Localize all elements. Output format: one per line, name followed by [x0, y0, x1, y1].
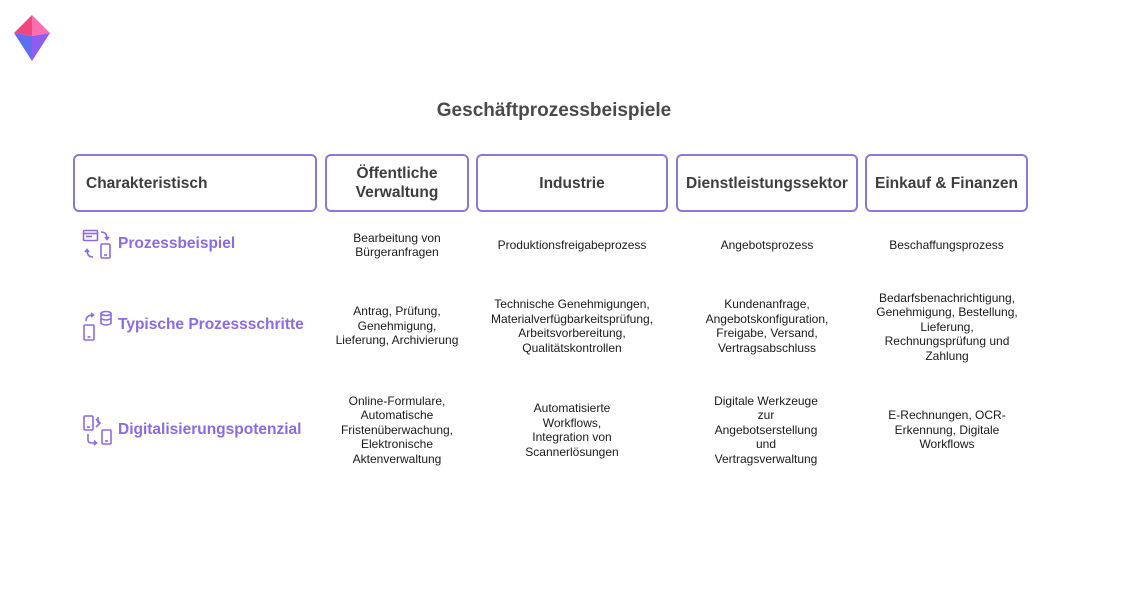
- page-title: Geschäftprozessbeispiele: [436, 100, 672, 121]
- row-label-prozessbeispiel: [82, 228, 235, 260]
- header-dienstleistungssektor: Dienstleistungssektor: [676, 154, 858, 212]
- cell-r1-einkauf: [865, 230, 1028, 260]
- cell-r3-dienstleistung: [706, 394, 826, 466]
- diamond-logo-icon: [13, 14, 51, 62]
- header-industrie: Industrie: [476, 154, 668, 212]
- cell-text: Angebotsprozess: [720, 237, 814, 252]
- cell-r2-einkauf: [872, 290, 1022, 364]
- cell-r2-dienstleistung: [698, 296, 836, 356]
- cell-text: Automatisierte Workflows, Integration von Scannerlösungen: [525, 401, 619, 459]
- cell-text: Digitale Werkzeuge zur Angebotserstellung und Vertragsverwaltung: [714, 393, 818, 466]
- cell-r1-industrie: [476, 230, 668, 260]
- cell-r3-industrie: [514, 400, 630, 460]
- cell-text: Bearbeitung von Bürgeranfragen: [353, 230, 441, 259]
- cell-text: Kundenanfrage, Angebotskonfiguration, Freigabe, Versand, Vertragsabschluss: [705, 297, 829, 355]
- header-einkauf-finanzen: [865, 154, 1028, 212]
- row-label-digitalisierung: [82, 414, 301, 446]
- cell-r3-verwaltung: [330, 394, 464, 466]
- workflow-screens-icon: [82, 228, 114, 260]
- cell-r3-einkauf: [885, 408, 1009, 452]
- row-label-prozessschritte: [82, 309, 304, 341]
- device-sync-icon: [82, 414, 114, 446]
- row-label-text: Typische Prozessschritte: [118, 316, 304, 333]
- cell-r1-verwaltung: [330, 230, 464, 260]
- cell-text: Antrag, Prüfung, Genehmigung, Lieferung, Archivierung: [335, 304, 459, 348]
- row-label-text: Prozessbeispiel: [118, 235, 236, 252]
- cell-text: Technische Genehmigungen, Materialverfügbarkeitsprüfung, Arbeitsvorbereitung, Qualitätskontrollen: [490, 297, 654, 355]
- cell-text: E-Rechnungen, OCR-Erkennung, Digitale Workflows: [888, 408, 1006, 452]
- header-oeffentliche-verwaltung: [325, 154, 469, 212]
- header-label: Öffentliche Verwaltung: [355, 165, 439, 201]
- cell-r1-dienstleistung: [676, 230, 858, 260]
- cell-text: Bedarfsbenachrichtigung, Genehmigung, Bestellung, Lieferung, Rechnungsprüfung und Zahlung: [876, 290, 1018, 363]
- cell-text: Online-Formulare, Automatische Fristenüberwachung, Elektronische Aktenverwaltung: [340, 393, 454, 466]
- cell-text: Produktionsfreigabeprozess: [497, 237, 647, 252]
- cell-r2-industrie: [480, 296, 664, 356]
- row-label-text: Digitalisierungspotenzial: [118, 421, 302, 438]
- cell-text: Beschaffungsprozess: [889, 237, 1004, 252]
- steps-database-icon: [82, 309, 114, 341]
- cell-r2-verwaltung: [330, 296, 464, 356]
- header-charakteristisch: Charakteristisch: [73, 154, 317, 212]
- header-label: Einkauf & Finanzen: [875, 174, 1018, 192]
